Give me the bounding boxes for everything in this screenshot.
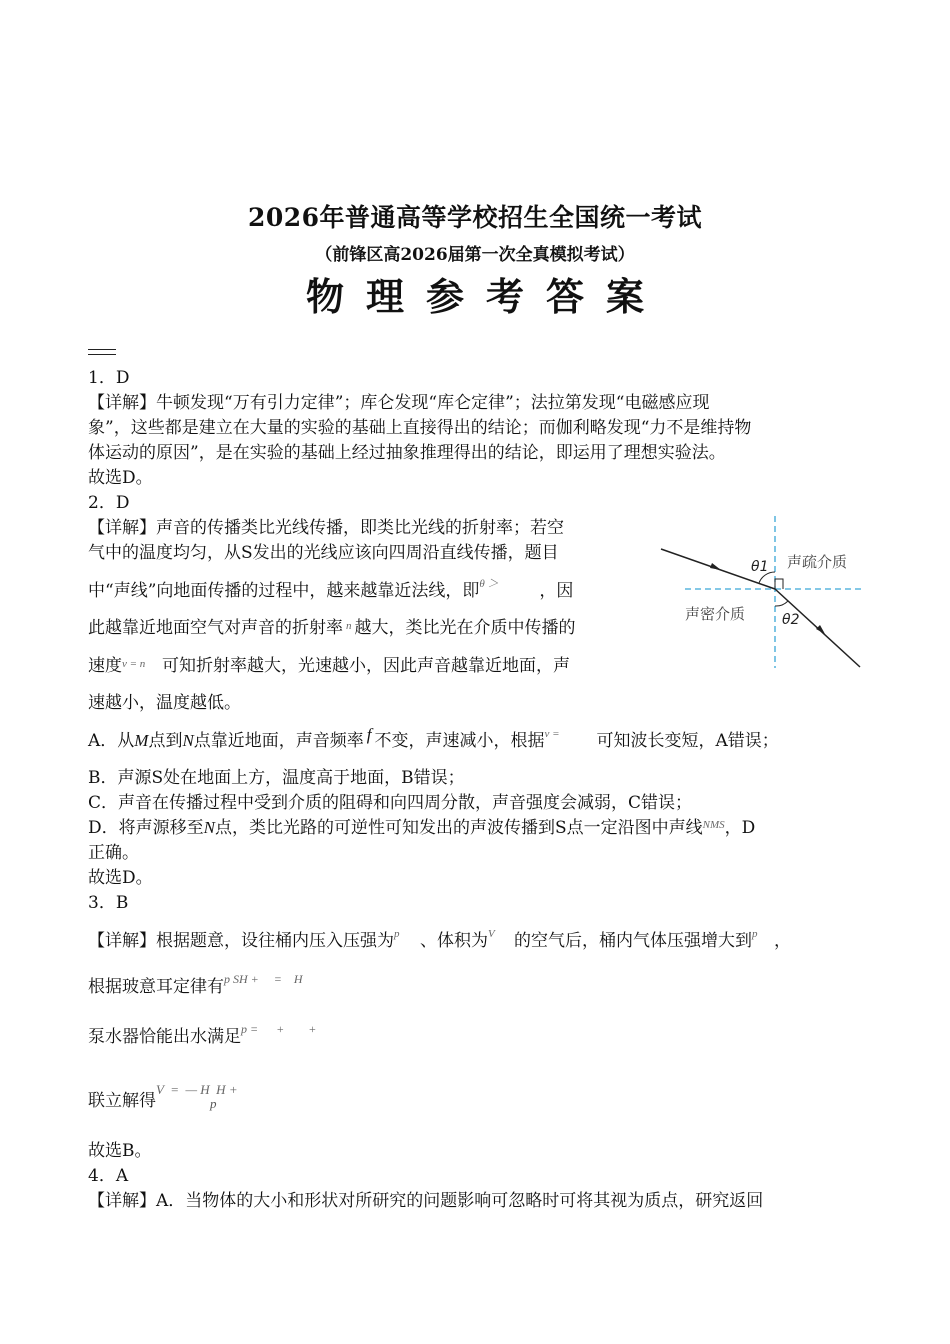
symbol-n: N (203, 818, 215, 837)
formula-p0: p (394, 928, 400, 940)
q2-line6: 速越小，温度越低。 (88, 693, 241, 713)
text: 可知波长变短，A错误； (596, 731, 779, 751)
text: ，D (724, 818, 756, 838)
formula-v0: V (488, 928, 495, 940)
formula-denominator: p (210, 1096, 217, 1111)
text: 点，类比光路的可逆性可知发出的声波传播到S点一定沿图中声线 (214, 818, 703, 838)
text: ， (774, 931, 791, 951)
incident-arrow-icon (710, 563, 721, 570)
answer-heading: 物理参考答案 (305, 274, 666, 319)
q2-option-a (88, 725, 779, 754)
refracted-arrow-icon (816, 625, 825, 634)
text: A．从 (88, 731, 135, 751)
q2-line5 (88, 655, 570, 679)
symbol-m: M (134, 731, 149, 750)
q2-option-d (88, 817, 755, 841)
q3-answer: 3．B (88, 893, 129, 913)
text: 不变，声速减小，根据 (374, 731, 545, 751)
text: 的空气后，桶内气体压强增大到 (514, 931, 752, 951)
q1-line3: 体运动的原因”，是在实验的基础上经过抽象推理得出的结论，即运用了理想实验法。 (88, 443, 726, 463)
section-divider (88, 349, 116, 355)
text: 中“声线”向地面传播的过程中，越来越靠近法线，即 (88, 581, 480, 601)
text: 、体积为 (420, 931, 488, 951)
text: 速度 (88, 656, 122, 676)
theta1-label: θ1 (751, 559, 769, 575)
q4-answer: 4．A (88, 1166, 129, 1186)
symbol-f: f (366, 725, 372, 744)
q2-option-d-cont: 正确。 (88, 843, 139, 863)
q3-line4-denominator (210, 1092, 217, 1115)
formula-solution: V = — H H + (156, 1082, 238, 1097)
formula-pressure: p = + + (241, 1022, 317, 1036)
q1-choice: 故选D。 (88, 468, 153, 488)
theta2-label: θ2 (782, 612, 800, 628)
q2-line2: 气中的温度均匀，从S发出的光线应该向四周沿直线传播，题目 (88, 543, 559, 563)
q3-line3 (88, 1022, 317, 1049)
q2-answer: 2．D (88, 493, 130, 513)
q1-line2: 象”，这些都是建立在大量的实验的基础上直接得出的结论；而伽利略发现“力不是维持物 (88, 418, 752, 438)
dense-medium-label: 声密介质 (685, 605, 746, 623)
exam-title: 2026年普通高等学校招生全国统一考试 (247, 203, 703, 232)
q2-line3 (88, 580, 573, 604)
refraction-diagram (655, 512, 875, 672)
formula-nms: NMS (702, 819, 725, 831)
formula-v: v = n (122, 658, 146, 670)
formula-n: n (346, 620, 352, 632)
q2-option-c: C．声音在传播过程中受到介质的阻碍和向四周分散，声音强度会减弱，C错误； (88, 793, 693, 813)
text: 越大，类比光在介质中传播的 (354, 618, 576, 638)
sparse-medium-label: 声疏介质 (787, 553, 848, 571)
q1-line1: 【详解】牛顿发现“万有引力定律”；库仑发现“库仑定律”；法拉第发现“电磁感应现 (88, 393, 710, 413)
q1-answer: 1．D (88, 368, 130, 388)
text: 根据玻意耳定律有 (88, 977, 224, 997)
text: 泵水器恰能出水满足 (88, 1027, 241, 1047)
q3-line2 (88, 972, 303, 999)
q2-option-b: B．声源S处在地面上方，温度高于地面，B错误； (88, 768, 465, 788)
exam-subtitle: （前锋区高2026届第一次全真模拟考试） (315, 245, 635, 265)
formula-v: v = (544, 728, 560, 740)
theta2-arc (775, 601, 788, 606)
formula-theta: θ ＞ (479, 578, 499, 590)
symbol-n: N (182, 731, 194, 750)
text: D．将声源移至 (88, 818, 204, 838)
text: 点靠近地面，声音频率 (193, 731, 364, 751)
formula-boyle: p SH + = H (224, 972, 303, 986)
text: 联立解得 (88, 1091, 156, 1111)
q2-choice: 故选D。 (88, 868, 153, 888)
text: 此越靠近地面空气对声音的折射率 (88, 618, 343, 638)
right-angle-mark (775, 579, 783, 589)
text: ，因 (539, 581, 574, 601)
q2-line1: 【详解】声音的传播类比光线传播，即类比光线的折射率；若空 (88, 518, 564, 538)
q3-line1 (88, 930, 791, 954)
text: 可知折射率越大，光速越小，因此声音越靠近地面，声 (162, 656, 570, 676)
q2-line4 (88, 617, 576, 641)
text: 【详解】根据题意，设往桶内压入压强为 (88, 931, 394, 951)
formula-p: p (752, 928, 758, 940)
q4-line1: 【详解】A．当物体的大小和形状对所研究的问题影响可忽略时可将其视为质点，研究返回 (88, 1191, 764, 1211)
text: 点到 (148, 731, 183, 751)
q3-choice: 故选B。 (88, 1141, 152, 1161)
